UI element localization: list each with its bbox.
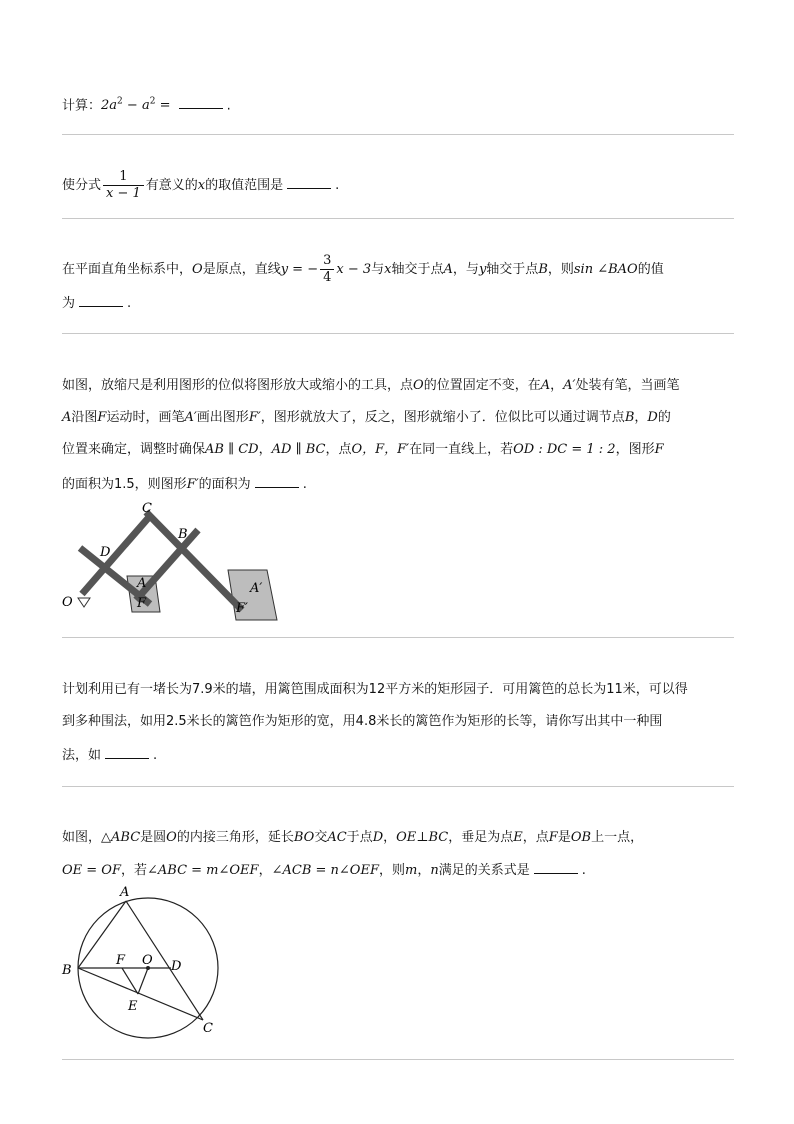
q6-l1f: ， bbox=[383, 830, 397, 845]
q5-l3: 法，如 bbox=[62, 748, 102, 763]
q3-y: y = − bbox=[280, 262, 319, 277]
q3-l1h: 的值 bbox=[637, 262, 664, 277]
divider bbox=[62, 218, 734, 219]
q6-l1b: 是圆 bbox=[140, 830, 167, 845]
q1-prefix: 计算： bbox=[62, 98, 102, 114]
q3-l2: 为 bbox=[62, 296, 76, 311]
q4-l2d: 画出图形 bbox=[196, 410, 249, 425]
q3-l1b: 是原点，直线 bbox=[202, 262, 281, 277]
q5-l2: 到多种围法，如用2.5米长的篱笆作为矩形的宽，用4.8米长的篱笆作为矩形的长等，请你写出其中一种围 bbox=[62, 714, 663, 729]
q6-l1h: ，点 bbox=[522, 830, 549, 845]
pivot-o-marker bbox=[78, 598, 90, 607]
q4-l3d: ，图形 bbox=[615, 442, 655, 457]
q4-end: . bbox=[302, 477, 307, 492]
q6-l1g: ，垂足为点 bbox=[448, 830, 514, 845]
q2-suffix: 的取值范围是 bbox=[205, 178, 284, 193]
q4-line3 bbox=[62, 440, 664, 460]
divider bbox=[62, 637, 734, 638]
q6-abc: ∠ABC = m∠OEF bbox=[147, 863, 259, 878]
q6-l1i: 是 bbox=[557, 830, 571, 845]
label-ap: A′ bbox=[250, 581, 263, 596]
pantograph-figure bbox=[60, 496, 290, 626]
q2-numerator: 1 bbox=[103, 169, 144, 186]
q4-a: A bbox=[540, 378, 551, 393]
q6-comma: ， bbox=[417, 863, 431, 878]
q1-expr-a: 2a bbox=[101, 98, 118, 114]
q3-yv: y bbox=[478, 262, 487, 277]
q5-line1 bbox=[62, 680, 688, 700]
label-c: C bbox=[142, 501, 152, 516]
q6-line1 bbox=[62, 828, 643, 848]
q3-fraction bbox=[320, 253, 334, 286]
q3-l1c: 与 bbox=[371, 262, 385, 277]
q4-abcd: AB ∥ CD bbox=[205, 442, 259, 457]
q6-answer-blank[interactable] bbox=[534, 860, 578, 874]
divider bbox=[62, 786, 734, 787]
q1-expr-b: − a bbox=[122, 98, 150, 114]
q3-end: . bbox=[127, 296, 132, 311]
q5-end: . bbox=[153, 748, 158, 763]
label-c: C bbox=[203, 1021, 213, 1036]
label-fp: F′ bbox=[236, 601, 248, 616]
q3-sin: sin ∠BAO bbox=[573, 262, 638, 277]
q3-l1f: 轴交于点 bbox=[486, 262, 539, 277]
q4-o: O bbox=[413, 378, 424, 393]
label-d: D bbox=[100, 545, 111, 560]
q5-line3 bbox=[62, 745, 157, 766]
q1-expr-c: = bbox=[155, 98, 175, 114]
q4-d: D bbox=[647, 410, 658, 425]
q4-fp4: F′ bbox=[186, 477, 199, 492]
q4-l4b: 的面积为 bbox=[198, 477, 251, 492]
q4-l3a: 位置来确定，调整时确保 bbox=[62, 442, 206, 457]
q4-l4a: 的面积为1.5，则图形 bbox=[62, 477, 187, 492]
q3-l1g: ，则 bbox=[547, 262, 574, 277]
q4-comma: ， bbox=[550, 378, 564, 393]
q3-line2 bbox=[62, 293, 131, 314]
q1-sup1: 2 bbox=[117, 97, 123, 107]
q6-ob: OB bbox=[570, 830, 592, 845]
q2-prefix: 使分式 bbox=[62, 178, 102, 193]
segment-bc bbox=[78, 968, 203, 1020]
circle-figure bbox=[60, 880, 250, 1040]
q4-line4 bbox=[62, 474, 307, 495]
q4-l1b: 的位置固定不变，在 bbox=[423, 378, 541, 393]
q6-l1j: 上一点， bbox=[591, 830, 644, 845]
pantograph-bar-cb bbox=[146, 512, 242, 610]
q2-mid: 有意义的 bbox=[145, 178, 198, 193]
q2-var: x bbox=[197, 178, 206, 193]
q4-l2e: ，图形就放大了，反之，图形就缩小了．位似比可以通过调节点 bbox=[260, 410, 625, 425]
q1-answer-blank[interactable] bbox=[179, 95, 223, 109]
q3-a: A bbox=[443, 262, 453, 277]
q6-o: O bbox=[166, 830, 177, 845]
q4-ap2: A′ bbox=[184, 410, 197, 425]
q1-end: . bbox=[226, 98, 231, 114]
label-f: F bbox=[116, 953, 126, 968]
label-a: A bbox=[120, 885, 130, 900]
q6-l1c: 的内接三角形，延长 bbox=[176, 830, 294, 845]
q6-d: D bbox=[372, 830, 384, 845]
q4-l1c: 处装有笔，当画笔 bbox=[575, 378, 680, 393]
q4-line1 bbox=[62, 376, 679, 396]
q4-l2f: 的 bbox=[657, 410, 671, 425]
q6-l2c: ， bbox=[258, 863, 272, 878]
divider bbox=[62, 134, 734, 135]
q3-xv: x bbox=[384, 262, 392, 277]
q3-fnum: 3 bbox=[320, 253, 334, 270]
q5-answer-blank[interactable] bbox=[105, 745, 149, 759]
q6-acb: ∠ACB = n∠OEF bbox=[271, 863, 379, 878]
q4-l3c: 在同一直线上，若 bbox=[409, 442, 514, 457]
q6-f: F bbox=[548, 830, 558, 845]
q6-l2d: ，则 bbox=[378, 863, 405, 878]
label-o: O bbox=[142, 953, 153, 968]
q6-end: . bbox=[581, 863, 586, 878]
q4-ofp: O，F，F′ bbox=[351, 442, 410, 457]
segment-oe bbox=[138, 968, 148, 994]
q3-o: O bbox=[192, 262, 203, 277]
q2-text bbox=[62, 166, 339, 206]
q6-l1e: 于点 bbox=[346, 830, 373, 845]
q3-xm3: x − 3 bbox=[336, 262, 372, 277]
q6-line2 bbox=[62, 860, 586, 881]
q2-answer-blank[interactable] bbox=[287, 175, 331, 189]
q4-f3: F bbox=[654, 442, 664, 457]
q6-l1d: 交 bbox=[314, 830, 328, 845]
q4-comma2: ， bbox=[634, 410, 648, 425]
q6-l2b: ，若 bbox=[120, 863, 147, 878]
q6-l2e: 满足的关系式是 bbox=[438, 863, 530, 878]
q4-ap: A′ bbox=[563, 378, 576, 393]
q2-end: . bbox=[335, 178, 340, 193]
q4-f: F bbox=[97, 410, 107, 425]
q1-text bbox=[62, 92, 231, 116]
q3-l1e: ，与 bbox=[452, 262, 479, 277]
q3-l1a: 在平面直角坐标系中， bbox=[62, 262, 193, 277]
label-e: E bbox=[128, 999, 138, 1014]
q4-answer-blank[interactable] bbox=[255, 474, 299, 488]
q6-m: m bbox=[404, 863, 418, 878]
q3-fden: 4 bbox=[323, 270, 332, 285]
q6-n: n bbox=[430, 863, 439, 878]
q6-bo: BO bbox=[293, 830, 315, 845]
q2-denominator: x − 1 bbox=[106, 186, 141, 201]
label-d: D bbox=[171, 959, 182, 974]
q3-line1 bbox=[62, 250, 664, 290]
q3-b: B bbox=[538, 262, 548, 277]
q1-sup2: 2 bbox=[149, 97, 156, 107]
q2-fraction bbox=[103, 169, 144, 202]
q4-l3b: ，点 bbox=[325, 442, 352, 457]
q4-b: B bbox=[624, 410, 635, 425]
q6-l1a: 如图， bbox=[62, 830, 102, 845]
divider bbox=[62, 333, 734, 334]
q4-line2 bbox=[62, 408, 671, 428]
q6-tri: △ABC bbox=[101, 830, 141, 845]
q3-answer-blank[interactable] bbox=[79, 293, 123, 307]
segment-ac bbox=[126, 901, 203, 1020]
divider bbox=[62, 1059, 734, 1060]
q4-comma3: ， bbox=[258, 442, 272, 457]
q6-e: E bbox=[513, 830, 523, 845]
q4-ratio: OD : DC = 1 : 2 bbox=[513, 442, 616, 457]
q4-fp: F′ bbox=[248, 410, 261, 425]
q4-l2b: 沿图 bbox=[71, 410, 98, 425]
q4-adbc: AD ∥ BC bbox=[271, 442, 326, 457]
q6-oebc: OE⊥BC bbox=[396, 830, 449, 845]
label-b: B bbox=[62, 963, 72, 978]
q4-l1a: 如图，放缩尺是利用图形的位似将图形放大或缩小的工具，点 bbox=[62, 378, 414, 393]
label-o: O bbox=[62, 595, 73, 610]
q4-l2c: 运动时，画笔 bbox=[106, 410, 185, 425]
q5-l1: 计划利用已有一堵长为7.9米的墙，用篱笆围成面积为12平方米的矩形园子．可用篱笆的总长为11米，可以得 bbox=[62, 682, 688, 697]
label-a: A bbox=[137, 576, 147, 591]
q4-l2a: A bbox=[62, 410, 72, 425]
q3-l1d: 轴交于点 bbox=[391, 262, 444, 277]
q6-ac: AC bbox=[327, 830, 347, 845]
label-f: F bbox=[137, 596, 147, 611]
q5-line2 bbox=[62, 712, 662, 732]
q6-l2a: OE = OF bbox=[62, 863, 121, 878]
label-b: B bbox=[178, 527, 188, 542]
